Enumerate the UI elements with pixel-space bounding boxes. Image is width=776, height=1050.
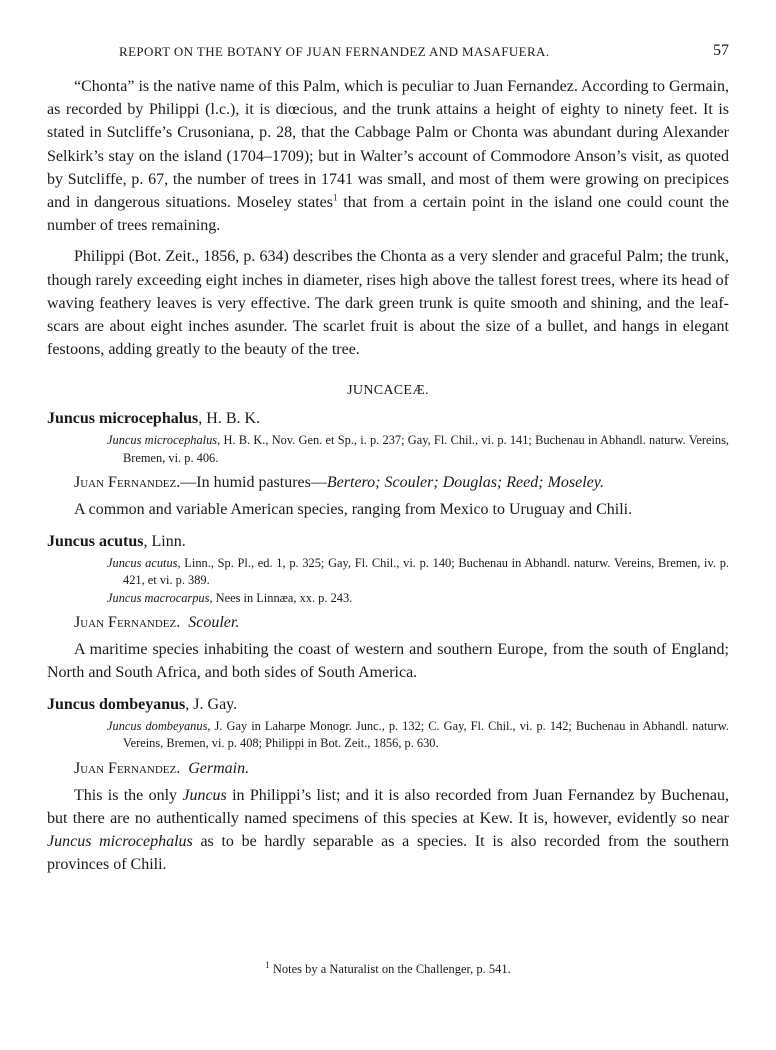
page-number: 57 [713, 42, 729, 59]
species-name: Juncus acutus, Linn. [47, 532, 186, 550]
species-note: A common and variable American species, ranging from Mexico to Uruguay and Chili. [74, 501, 633, 519]
running-title: REPORT ON THE BOTANY OF JUAN FERNANDEZ AND MASAFUERA. [119, 44, 550, 59]
citation: Juncus dombeyanus, J. Gay in Laharpe Monogr. Junc., p. 132; C. Gay, Fl. Chil., vi. p. 142; Buchenau in Abhandl. naturw. Vereins, Bremen, vi. p. 408; Philippi in Bot. Zeit., 1856, p. 630. [107, 718, 729, 751]
species-name: Juncus dombeyanus, J. Gay. [47, 695, 238, 713]
footnote-reference[interactable]: 1 [333, 192, 338, 203]
species-entry [47, 408, 729, 521]
citation-list [107, 432, 729, 467]
citation-list [107, 718, 729, 753]
locality-line: Juan Fernandez. Germain. [74, 759, 250, 777]
family-heading: JUNCACEÆ. [347, 383, 429, 399]
citation: Juncus macrocarpus, Nees in Linnæa, xx. p. 243. [107, 590, 353, 605]
species-entry [47, 694, 729, 877]
paragraph-chonta-description: Philippi (Bot. Zeit., 1856, p. 634) describes the Chonta as a very slender and graceful Palm; the trunk, though rarely exceeding eight inches in diameter, rises high above the tallest forest trees, where its head of waving feathery leaves is very effective. The dark green trunk is quite smooth and shining, and the leaf-scars are about eight inches asunder. The scarlet fruit is about the size of a bullet, and hangs in elegant festoons, adding greatly to the beauty of the tree. [47, 248, 729, 359]
footnote-mark: 1 [265, 959, 270, 970]
locality-line: Juan Fernandez.—In humid pastures—Bertero; Scouler; Douglas; Reed; Moseley. [74, 474, 604, 492]
paragraph-chonta-history: “Chonta” is the native name of this Palm, which is peculiar to Juan Fernandez. According to Germain, as recorded by Philippi (l.c.), it is diœcious, and the trunk attains a height of eighty to ninety feet. It is stated in Sutcliffe’s Crusoniana, p. 28, that the Cabbage Palm or Chonta was abundant during Alexander Selkirk’s stay on the island (1704–1709); but in Walter’s account of Commodore Anson’s visit, as quoted by Sutcliffe, p. 67, the number of trees in 1741 was small, and most of them were growing on precipices and in dangerous situations. Moseley states$^1$ that from a certain point in the island one could count the number of trees remaining. [47, 78, 730, 235]
species-name: Juncus microcephalus, H. B. K. [47, 410, 261, 428]
citation: Juncus microcephalus, H. B. K., Nov. Gen. et Sp., i. p. 237; Gay, Fl. Chil., vi. p. 141; Buchenau in Abhandl. naturw. Vereins, Bremen, vi. p. 406. [107, 433, 730, 465]
citation-list [107, 555, 729, 608]
species-entry [47, 531, 729, 685]
footnote [47, 959, 729, 977]
locality-line: Juan Fernandez. Scouler. [74, 614, 240, 632]
running-head [47, 44, 729, 64]
footnote-text: Notes by a Naturalist on the Challenger, p. 541. [272, 962, 511, 976]
species-note: A maritime species inhabiting the coast of western and southern Europe, from the south of England; North and South Africa, and both sides of South America. [47, 641, 729, 682]
body-text [47, 75, 729, 876]
species-note: This is the only Juncus in Philippi’s list; and it is also recorded from Juan Fernandez by Buchenau, but there are no authentically named specimens of this species at Kew. It is, however, evidently so near Juncus microcephalus as to be hardly separable as a species. It is also recorded from the southern provinces of Chili. [47, 786, 730, 874]
citation: Juncus acutus, Linn., Sp. Pl., ed. 1, p. 325; Gay, Fl. Chil., vi. p. 140; Buchenau in Abhandl. naturw. Vereins, Bremen, iv. p. 421, et vi. p. 389. [107, 555, 729, 588]
